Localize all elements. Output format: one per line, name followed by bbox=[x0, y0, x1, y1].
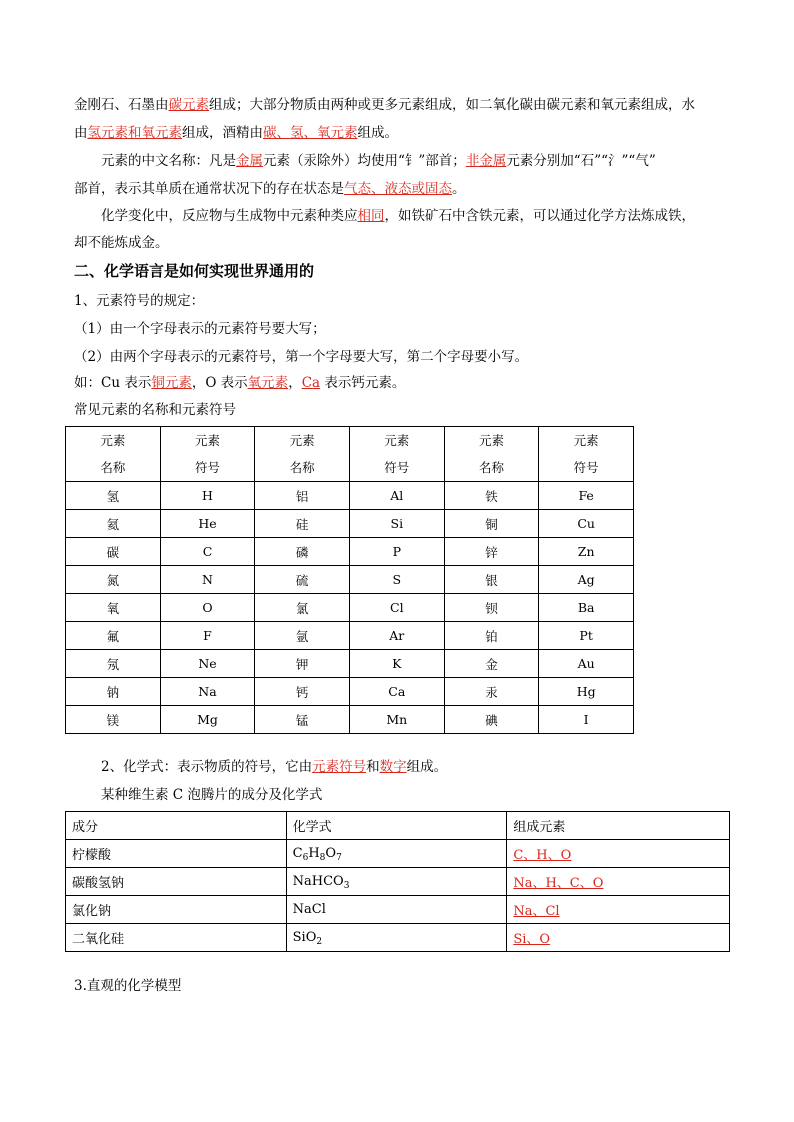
table-cell: 锌 bbox=[444, 538, 539, 566]
table-cell: 氩 bbox=[255, 622, 350, 650]
table-header-cell: 元素 符号 bbox=[539, 427, 634, 482]
table-cell: Si bbox=[349, 510, 444, 538]
table-header-row bbox=[66, 427, 634, 482]
table-cell bbox=[507, 896, 730, 924]
table-cell bbox=[507, 868, 730, 896]
paragraph-carbon: 金刚石、石墨由碳元素组成；大部分物质由两种或更多元素组成，如二氧化碳由碳元素和氧元素组成，水 bbox=[74, 97, 695, 113]
formula-definition: 2、化学式：表示物质的符号，它由元素符号和数字组成。 bbox=[101, 759, 448, 775]
table-header-cell: 元素 符号 bbox=[160, 427, 255, 482]
table-cell: Au bbox=[539, 650, 634, 678]
chemical-formula: $C_6H_8O_7$ bbox=[286, 840, 507, 868]
answer-blank: 金属 bbox=[236, 153, 263, 169]
answer-blank: Si、O bbox=[513, 932, 551, 947]
table-cell: Mg bbox=[160, 706, 255, 734]
table-cell: P bbox=[349, 538, 444, 566]
table-cell: Ag bbox=[539, 566, 634, 594]
table-cell: H bbox=[160, 482, 255, 510]
table-cell: 钾 bbox=[255, 650, 350, 678]
table-cell: 碘 bbox=[444, 706, 539, 734]
answer-blank: 碳、氢、氧元素 bbox=[263, 125, 358, 141]
table-row bbox=[66, 594, 634, 622]
answer-blank: 碳元素 bbox=[168, 97, 209, 113]
answer-blank: 气态、液态或固态 bbox=[344, 181, 452, 197]
table2-caption: 某种维生素 C 泡腾片的成分及化学式 bbox=[101, 787, 323, 803]
table-cell: S bbox=[349, 566, 444, 594]
table-cell: He bbox=[160, 510, 255, 538]
table-cell bbox=[507, 840, 730, 868]
vitamin-c-tablet-table bbox=[65, 811, 730, 952]
table-cell: Hg bbox=[539, 678, 634, 706]
table-row bbox=[66, 510, 634, 538]
table1-caption: 常见元素的名称和元素符号 bbox=[74, 402, 236, 418]
table-header-cell: 成分 bbox=[66, 812, 287, 840]
table-cell: Ca bbox=[349, 678, 444, 706]
table-row bbox=[66, 896, 730, 924]
table-cell: 硫 bbox=[255, 566, 350, 594]
table-cell: Ar bbox=[349, 622, 444, 650]
paragraph-water: 由氢元素和氧元素组成，酒精由碳、氢、氧元素组成。 bbox=[74, 125, 398, 141]
table-header-cell: 元素 名称 bbox=[444, 427, 539, 482]
table-cell: 氯 bbox=[255, 594, 350, 622]
table-row bbox=[66, 840, 730, 868]
table-cell: 氦 bbox=[66, 510, 161, 538]
table-cell: C bbox=[160, 538, 255, 566]
table-cell: 氖 bbox=[66, 650, 161, 678]
table-row bbox=[66, 678, 634, 706]
table-cell: 铁 bbox=[444, 482, 539, 510]
table-cell: Al bbox=[349, 482, 444, 510]
table-cell: Cl bbox=[349, 594, 444, 622]
table-cell: 金 bbox=[444, 650, 539, 678]
chemical-formula: NaCl bbox=[286, 896, 507, 924]
paragraph-states: 部首，表示其单质在通常状况下的存在状态是气态、液态或固态。 bbox=[74, 181, 466, 197]
table-row bbox=[66, 538, 634, 566]
table-cell: 钠 bbox=[66, 678, 161, 706]
table-row bbox=[66, 566, 634, 594]
table-cell: 锰 bbox=[255, 706, 350, 734]
table-cell: 二氧化硅 bbox=[66, 924, 287, 952]
answer-blank: 非金属 bbox=[465, 153, 507, 169]
table-cell: K bbox=[349, 650, 444, 678]
table-header-cell: 化学式 bbox=[286, 812, 507, 840]
paragraph-element-names: 元素的中文名称：凡是金属元素（汞除外）均使用“钅”部首；非金属元素分别加“石”“氵”“气” bbox=[101, 153, 656, 169]
table-cell: 氢 bbox=[66, 482, 161, 510]
table-cell: 钙 bbox=[255, 678, 350, 706]
table-cell: 钡 bbox=[444, 594, 539, 622]
table-row bbox=[66, 482, 634, 510]
table-cell: Fe bbox=[539, 482, 634, 510]
chemical-formula: SiO$_2$ bbox=[286, 924, 507, 952]
table-cell: 碳酸氢钠 bbox=[66, 868, 287, 896]
table-cell: O bbox=[160, 594, 255, 622]
table-cell: 碳 bbox=[66, 538, 161, 566]
answer-blank: C、H、O bbox=[513, 848, 572, 863]
table-cell: 银 bbox=[444, 566, 539, 594]
table-cell: 汞 bbox=[444, 678, 539, 706]
table-cell: 氯化钠 bbox=[66, 896, 287, 924]
answer-blank: 元素符号 bbox=[312, 759, 367, 775]
table-cell: Pt bbox=[539, 622, 634, 650]
rule-title: 1、元素符号的规定： bbox=[74, 293, 205, 309]
table-header-cell: 元素 符号 bbox=[349, 427, 444, 482]
answer-blank: 氧元素 bbox=[247, 375, 289, 391]
table-cell: 铝 bbox=[255, 482, 350, 510]
table-cell: Na bbox=[160, 678, 255, 706]
table-cell: 柠檬酸 bbox=[66, 840, 287, 868]
table-header-cell: 组成元素 bbox=[507, 812, 730, 840]
table-row bbox=[66, 924, 730, 952]
table-cell: 铜 bbox=[444, 510, 539, 538]
table-cell: Ne bbox=[160, 650, 255, 678]
symbol-example: 如：Cu 表示铜元素，O 表示氧元素，Ca 表示钙元素。 bbox=[74, 375, 406, 391]
table-cell bbox=[507, 924, 730, 952]
chemical-formula: NaHCO$_3$ bbox=[286, 868, 507, 896]
table-cell: 氧 bbox=[66, 594, 161, 622]
answer-blank: 铜元素 bbox=[151, 375, 192, 391]
rule-2: （2）由两个字母表示的元素符号，第一个字母要大写，第二个字母要小写。 bbox=[74, 349, 529, 365]
table-cell: Cu bbox=[539, 510, 634, 538]
table-header-cell: 元素 名称 bbox=[66, 427, 161, 482]
paragraph-gold: 却不能炼成金。 bbox=[74, 235, 169, 251]
table-row bbox=[66, 868, 730, 896]
table-cell: 镁 bbox=[66, 706, 161, 734]
section-heading-2: 二、化学语言是如何实现世界通用的 bbox=[74, 262, 315, 280]
table-cell: I bbox=[539, 706, 634, 734]
table-cell: 硅 bbox=[255, 510, 350, 538]
table-cell: Ba bbox=[539, 594, 634, 622]
rule-1: （1）由一个字母表示的元素符号要大写； bbox=[74, 321, 326, 337]
table-cell: F bbox=[160, 622, 255, 650]
element-symbol-table bbox=[65, 426, 634, 734]
answer-blank: 相同 bbox=[357, 208, 385, 224]
answer-blank: 数字 bbox=[379, 759, 407, 775]
table-row bbox=[66, 622, 634, 650]
table-cell: Zn bbox=[539, 538, 634, 566]
table-header-cell: 元素 名称 bbox=[255, 427, 350, 482]
table-row bbox=[66, 706, 634, 734]
answer-blank: 氢元素和氧元素 bbox=[87, 125, 182, 141]
answer-blank: Na、H、C、O bbox=[513, 876, 604, 891]
table-header-row bbox=[66, 812, 730, 840]
answer-blank: Na、Cl bbox=[513, 904, 560, 919]
table-cell: Mn bbox=[349, 706, 444, 734]
section-3-title: 3.直观的化学模型 bbox=[74, 978, 182, 994]
paragraph-chemical-change: 化学变化中，反应物与生成物中元素种类应相同，如铁矿石中含铁元素，可以通过化学方法炼成铁， bbox=[101, 208, 695, 224]
table-cell: 氮 bbox=[66, 566, 161, 594]
table-cell: 磷 bbox=[255, 538, 350, 566]
table-cell: 氟 bbox=[66, 622, 161, 650]
table-cell: N bbox=[160, 566, 255, 594]
answer-blank: Ca bbox=[301, 375, 321, 391]
table-row bbox=[66, 650, 634, 678]
table-cell: 铂 bbox=[444, 622, 539, 650]
